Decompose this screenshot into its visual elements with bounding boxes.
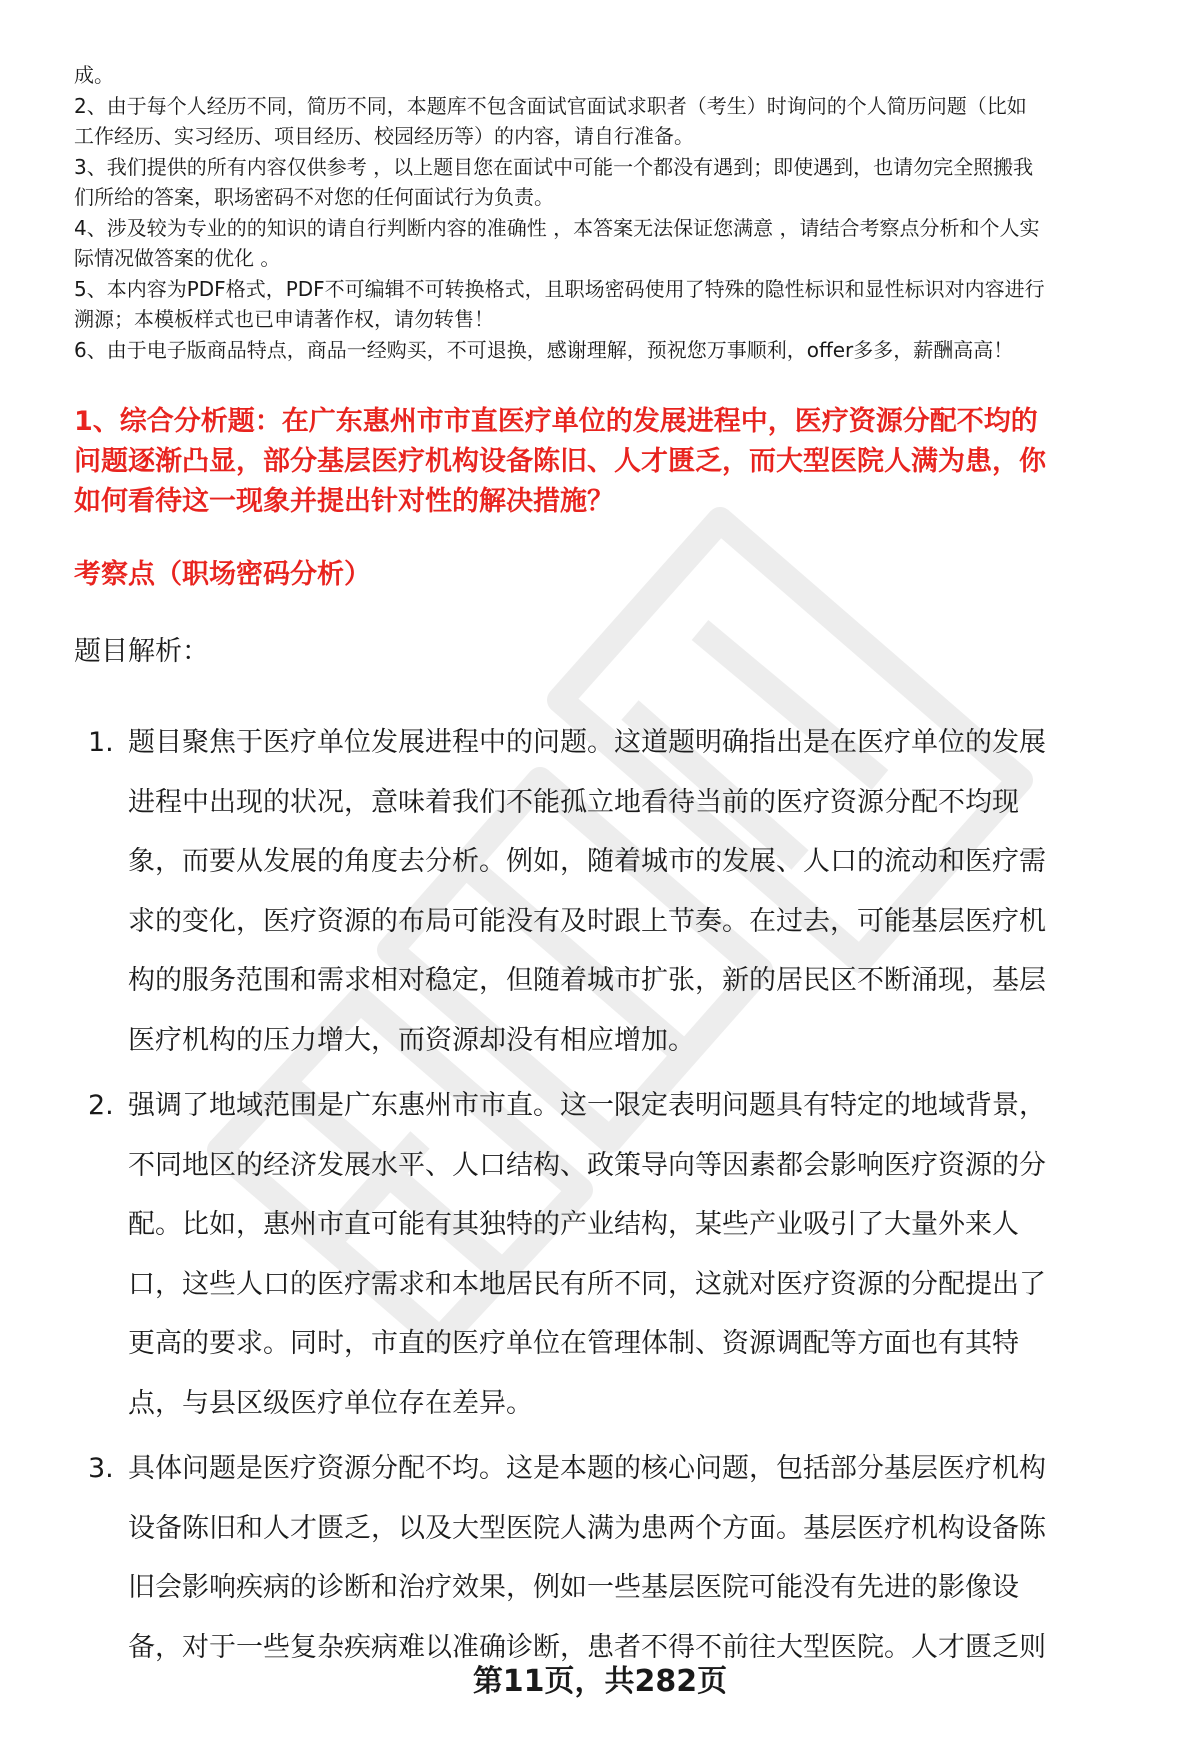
list-item-line: 备，对于一些复杂疾病难以准确诊断，患者不得不前往大型医院。人才匮乏则 [128, 1631, 1046, 1663]
page-number-footer: 第11页，共282页 [472, 1664, 728, 1699]
list-item-line: 求的变化，医疗资源的布局可能没有及时跟上节奏。在过去，可能基层医疗机 [128, 905, 1046, 937]
note-line: 际情况做答案的优化 。 [74, 246, 281, 270]
list-item-line: 旧会影响疾病的诊断和治疗效果，例如一些基层医院可能没有先进的影像设 [128, 1572, 1019, 1603]
list-item-number: 3. [88, 1453, 114, 1484]
note-line: 工作经历、实习经历、项目经历、校园经历等）的内容，请自行准备。 [74, 124, 694, 148]
list-item-line: 设备陈旧和人才匮乏，以及大型医院人满为患两个方面。基层医疗机构设备陈 [128, 1512, 1046, 1544]
list-item-line: 配。比如，惠州市直可能有其独特的产业结构，某些产业吸引了大量外来人 [128, 1209, 1019, 1240]
note-line: 3、我们提供的所有内容仅供参考 ，以上题目您在面试中可能一个都没有遇到；即使遇到，也请勿完全照搬我 [74, 154, 1034, 179]
list-item-number: 1. [88, 727, 114, 758]
list-item-line: 强调了地域范围是广东惠州市市直。这一限定表明问题具有特定的地域背景， [128, 1090, 1046, 1121]
disclaimer-notes [74, 60, 1164, 365]
list-item-line: 题目聚焦于医疗单位发展进程中的问题。这道题明确指出是在医疗单位的发展 [128, 727, 1046, 758]
question-title [74, 402, 1154, 522]
question-line: 如何看待这一现象并提出针对性的解决措施？ [74, 486, 614, 517]
list-item-line: 更高的要求。同时，市直的医疗单位在管理体制、资源调配等方面也有其特 [128, 1328, 1019, 1359]
note-line: 5、本内容为PDF格式，PDF不可编辑不可转换格式，且职场密码使用了特殊的隐性标识和显性标识对内容进行 [74, 276, 1045, 301]
list-item [74, 1439, 1164, 1677]
list-item [74, 1076, 1164, 1433]
question-line: 问题逐渐凸显，部分基层医疗机构设备陈旧、人才匮乏，而大型医院人满为患，你 [74, 446, 1046, 477]
list-item-line: 进程中出现的状况，意味着我们不能孤立地看待当前的医疗资源分配不均现 [128, 786, 1019, 818]
question-line: 1、综合分析题：在广东惠州市市直医疗单位的发展进程中，医疗资源分配不均的 [74, 406, 1038, 437]
list-item-line: 医疗机构的压力增大，而资源却没有相应增加。 [128, 1024, 695, 1056]
list-item-line: 构的服务范围和需求相对稳定，但随着城市扩张，新的居民区不断涌现，基层 [128, 965, 1046, 996]
note-line: 溯源；本模板样式也已申请著作权，请勿转售！ [74, 307, 494, 331]
note-line: 6、由于电子版商品特点，商品一经购买，不可退换，感谢理解，预祝您万事顺利，offer多多，薪酬高高！ [74, 337, 1014, 362]
analysis-label: 题目解析： [74, 636, 209, 667]
section-heading: 考察点（职场密码分析） [74, 559, 371, 590]
note-line: 成。 [74, 63, 114, 87]
list-item-number: 2. [88, 1090, 114, 1121]
list-item-line: 点，与县区级医疗单位存在差异。 [128, 1387, 533, 1419]
list-item [74, 713, 1164, 1070]
analysis-list [74, 713, 1164, 1683]
note-line: 4、涉及较为专业的的知识的请自行判断内容的准确性 ，本答案无法保证您满意 ，请结合考察点分析和个人实 [74, 215, 1040, 240]
list-item-line: 具体问题是医疗资源分配不均。这是本题的核心问题，包括部分基层医疗机构 [128, 1453, 1046, 1484]
note-line: 们所给的答案，职场密码不对您的任何面试行为负责。 [74, 185, 554, 209]
note-line: 2、由于每个人经历不同，简历不同，本题库不包含面试官面试求职者（考生）时询问的个人简历问题（比如 [74, 93, 1027, 118]
list-item-line: 象，而要从发展的角度去分析。例如，随着城市的发展、人口的流动和医疗需 [128, 846, 1046, 877]
list-item-line: 口，这些人口的医疗需求和本地居民有所不同，这就对医疗资源的分配提出了 [128, 1268, 1046, 1300]
list-item-line: 不同地区的经济发展水平、人口结构、政策导向等因素都会影响医疗资源的分 [128, 1149, 1046, 1181]
